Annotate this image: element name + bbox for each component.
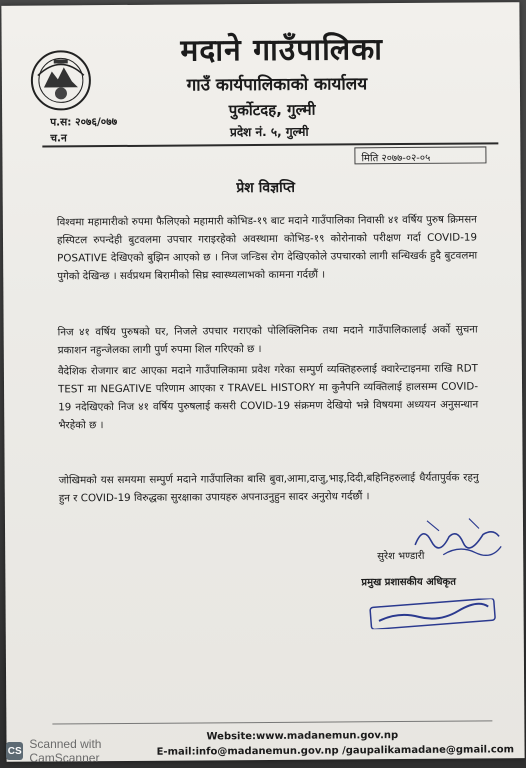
signatory-name: सुरेश भण्डारी: [377, 550, 425, 563]
office-subtitle: गाउँ कार्यपालिकाको कार्यालय: [186, 74, 368, 96]
footer-website: Website:www.madanemun.gov.np: [206, 730, 399, 743]
notice-paragraph-3: वैदेशिक रोजगार बाट आएका मदाने गाउँपालिकामा प्रवेश गरेका सम्पुर्ण व्यक्तिहरुलाई क्वारेन्टाइनमा राखि RDT TEST मा NEGATIVE परिणाम आएका र TRAVEL HISTORY मा कुनैपनि व्यक्तिलाई हालसम्म COVID-19 नदेखिएको निज ४१ वर्षिय पुरुषलाई कसरी COVID-19 संक्रमण देखियो भन्ने विषयमा अध्ययन अनुसन्धान भैरहेको छ ।: [57, 362, 479, 432]
signatory-title: प्रमुख प्रशासकीय अधिकृत: [361, 576, 456, 589]
office-address: पुर्कोटदह, गुल्मी: [228, 100, 316, 120]
letter-number: प.स: २०७६/०७७: [50, 116, 118, 129]
footer-email: E-mail:info@madanemun.gov.np /gaupalikamadane@gmail.com: [156, 744, 515, 758]
office-province: प्रदेश नं. ५, गुल्मी: [229, 124, 309, 140]
dispatch-number: च.न: [50, 132, 67, 145]
office-stamp: [369, 598, 497, 629]
footer-divider: [52, 720, 492, 724]
government-emblem-icon: [30, 49, 92, 111]
letter-page: [1, 2, 524, 762]
date-field: मिति २०७७-०२-०५: [354, 146, 486, 164]
notice-title: प्रेश विज्ञप्ति: [236, 179, 296, 197]
scanner-watermark-text: Scanned with CamScanner: [29, 737, 102, 765]
notice-paragraph-2: निज ४१ वर्षिय पुरुषको घर, निजले उपचार गराएको पोलिक्लिनिक तथा मदाने गाउँपालिकालाई अर्को सुचना प्रकाशन नहुन्जेलका लागी पुर्ण रुपमा शिल गरिएको छ ।: [57, 323, 478, 357]
camscanner-logo-icon: CS: [6, 742, 23, 760]
office-name: मदाने गाउँपालिका: [180, 32, 384, 69]
notice-paragraph-4: जोखिमको यस समयमा सम्पुर्ण मदाने गाउँपालिका बासि बुवा,आमा,दाजु,भाइ,दिदी,बहिनिहरुलाई धैर्यतापुर्वक रहनु हुन र COVID-19 विरुद्धका सुरक्षाका उपायहरु अपनाउनुहुन सादर अनुरोध गर्दछौं ।: [58, 471, 479, 505]
notice-paragraph-1: विश्वमा महामारीको रुपमा फैलिएको महामारी कोभिड-१९ बाट मदाने गाउँपालिका निवासी ४१ वर्षिय पुरुष क्रिमसन हस्पिटल रुपन्देही बुटवलमा उपचार गराइरहेको अवस्थामा कोभिड-१९ कोरोनाको परीक्षण गर्दा COVID-19 POSATIVE देखिएको बुझिन आएको छ । निज जन्डिस रोग देखिएकोले उपचारको लागी सन्धिखर्क हुदै बुटवलमा पुगेको देखिन्छ । सर्वप्रथम बिरामीको सिघ्र स्वास्थ्यलाभको कामना गर्दछौं ।: [56, 213, 478, 283]
scanner-watermark: [0, 738, 170, 764]
